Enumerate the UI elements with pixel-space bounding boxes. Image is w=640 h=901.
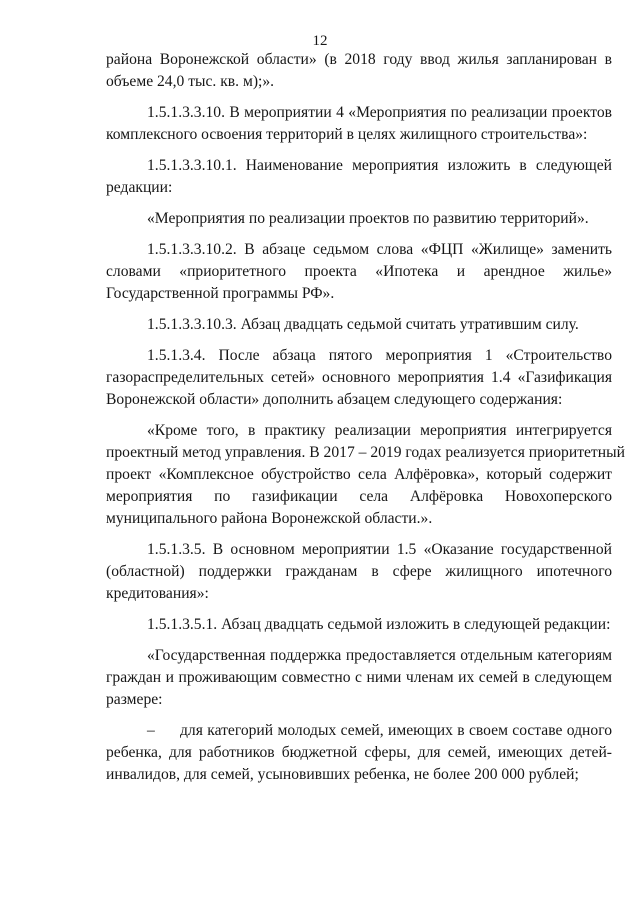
dash-list-item xyxy=(106,720,612,742)
text-line: мероприятия по газификации села Алфёровка Новохоперского xyxy=(106,488,612,505)
text-line: размере: xyxy=(106,691,163,708)
quoted-paragraph: «Государственная поддержка предоставляется отдельным категориям xyxy=(147,647,612,664)
paragraph-1-5-1-3-3-10-3: 1.5.1.3.3.10.3. Абзац двадцать седьмой считать утратившим силу. xyxy=(147,316,579,333)
text-line: проект «Комплексное обустройство села Алфёровка», который содержит xyxy=(106,466,612,483)
text-line: муниципального района Воронежской области.». xyxy=(106,510,433,527)
text-line: комплексного освоения территорий в целях жилищного строительства»: xyxy=(106,126,588,143)
paragraph-1-5-1-3-3-10: 1.5.1.3.3.10. В мероприятии 4 «Мероприятия по реализации проектов xyxy=(147,104,612,121)
dash-marker: – xyxy=(147,722,155,739)
text-line: объеме 24,0 тыс. кв. м);». xyxy=(106,73,275,90)
paragraph-1-5-1-3-3-10-2: 1.5.1.3.3.10.2. В абзаце седьмом слова «ФЦП «Жилище» заменить xyxy=(147,241,612,258)
text-line: кредитования»: xyxy=(106,585,209,602)
paragraph-1-5-1-3-5: 1.5.1.3.5. В основном мероприятии 1.5 «Оказание государственной xyxy=(147,541,612,558)
text-line: газораспределительных сетей» основного мероприятия 1.4 «Газификация xyxy=(106,369,612,386)
page-number: 12 xyxy=(312,33,328,49)
quoted-paragraph: «Кроме того, в практику реализации мероприятия интегрируется xyxy=(147,422,612,439)
text-line: ребенка, для работников бюджетной сферы, для семей, имеющих детей- xyxy=(106,744,612,761)
text-line: Воронежской области» дополнить абзацем следующего содержания: xyxy=(106,391,563,408)
text-line: Государственной программы РФ». xyxy=(106,285,335,302)
quoted-title: «Мероприятия по реализации проектов по развитию территорий». xyxy=(147,210,589,227)
text-line: проектный метод управления. В 2017 – 2019 годах реализуется приоритетный xyxy=(106,444,625,461)
document-body xyxy=(106,49,625,786)
text-line: граждан и проживающим совместно с ними членам их семей в следующем xyxy=(106,669,612,686)
text-line: для категорий молодых семей, имеющих в своем составе одного xyxy=(180,722,612,739)
text-line: (областной) поддержки гражданам в сфере жилищного ипотечного xyxy=(106,563,612,580)
paragraph-1-5-1-3-5-1: 1.5.1.3.5.1. Абзац двадцать седьмой изложить в следующей редакции: xyxy=(147,616,611,633)
text-line: района Воронежской области» (в 2018 году ввод жилья запланирован в xyxy=(106,51,612,68)
paragraph-1-5-1-3-4: 1.5.1.3.4. После абзаца пятого мероприятия 1 «Строительство xyxy=(147,347,612,364)
text-line: инвалидов, для семей, усыновивших ребенка, не более 200 000 рублей; xyxy=(106,766,579,783)
text-line: редакции: xyxy=(106,179,173,196)
paragraph-1-5-1-3-3-10-1: 1.5.1.3.3.10.1. Наименование мероприятия изложить в следующей xyxy=(147,157,612,174)
text-line: словами «приоритетного проекта «Ипотека и арендное жилье» xyxy=(106,263,612,280)
